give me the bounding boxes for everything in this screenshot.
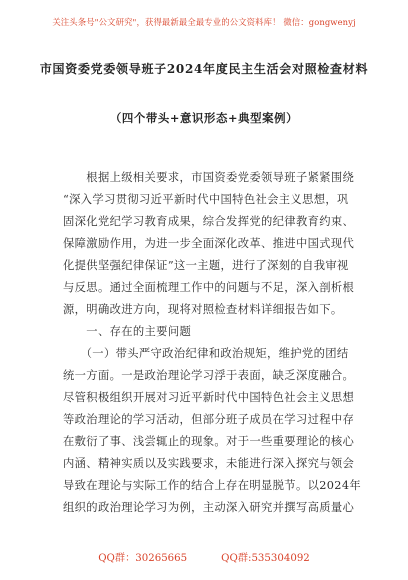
body-line: 导致在理论与实际工作的结合上存在明显脱节。以2024年 [63,479,362,492]
body-line: 等政治理论的学习活动，但部分班子成员在学习过程中存 [63,413,355,426]
body-line: 保障激励作用，为进一步全面深化改革、推进中国式现代 [63,237,355,250]
footer [0,549,408,564]
document-title: 市国资委党委领导班子2024年度民主生活会对照检查材料 [39,62,369,76]
section-heading: 一、存在的主要问题 [63,325,192,338]
body-line: 化提供坚强纪律保证”这一主题，进行了深刻的自我审视 [63,259,349,272]
body-line: 尽管积极组织开展对习近平新时代中国特色社会主义思想 [63,391,355,404]
body-line: 组织的政治理论学习为例，主动深入研究并撰写高质量心 [63,501,355,514]
footer-qq-group-2: QQ群:535304092 [221,553,310,564]
body-line: 源，明确改进方向，现将对照检查材料详细报告如下。 [63,303,343,316]
body-line: （一）带头严守政治纪律和政治规矩，维护党的团结 [63,347,349,360]
body-line: “深入学习贯彻习近平新时代中国特色社会主义思想，巩 [63,193,349,206]
body-line: 内涵、精神实质以及实践要求，未能进行深入探究与领会 [63,457,355,470]
body-line: 与反思。通过全面梳理工作中的问题与不足，深入剖析根 [63,281,355,294]
body-line: 根据上级相关要求，市国资委党委领导班子紧紧围绕 [63,171,355,184]
body-line: 固深化党纪学习教育成果，综合发挥党的纪律教育约束、 [63,215,355,228]
body-line: 统一方面。一是政治理论学习浮于表面，缺乏深度融合。 [63,369,355,382]
header-banner: 关注头条号"公文研究"，获得最新最全最专业的公文资料库！ 微信：gongwenyj [52,17,356,27]
document-subtitle: （四个带头+意识形态+典型案例） [109,111,299,125]
body-line: 在敷衍了事、浅尝辄止的现象。对于一些重要理论的核心 [63,435,355,448]
footer-qq-group-1: QQ群：30265665 [98,553,188,564]
